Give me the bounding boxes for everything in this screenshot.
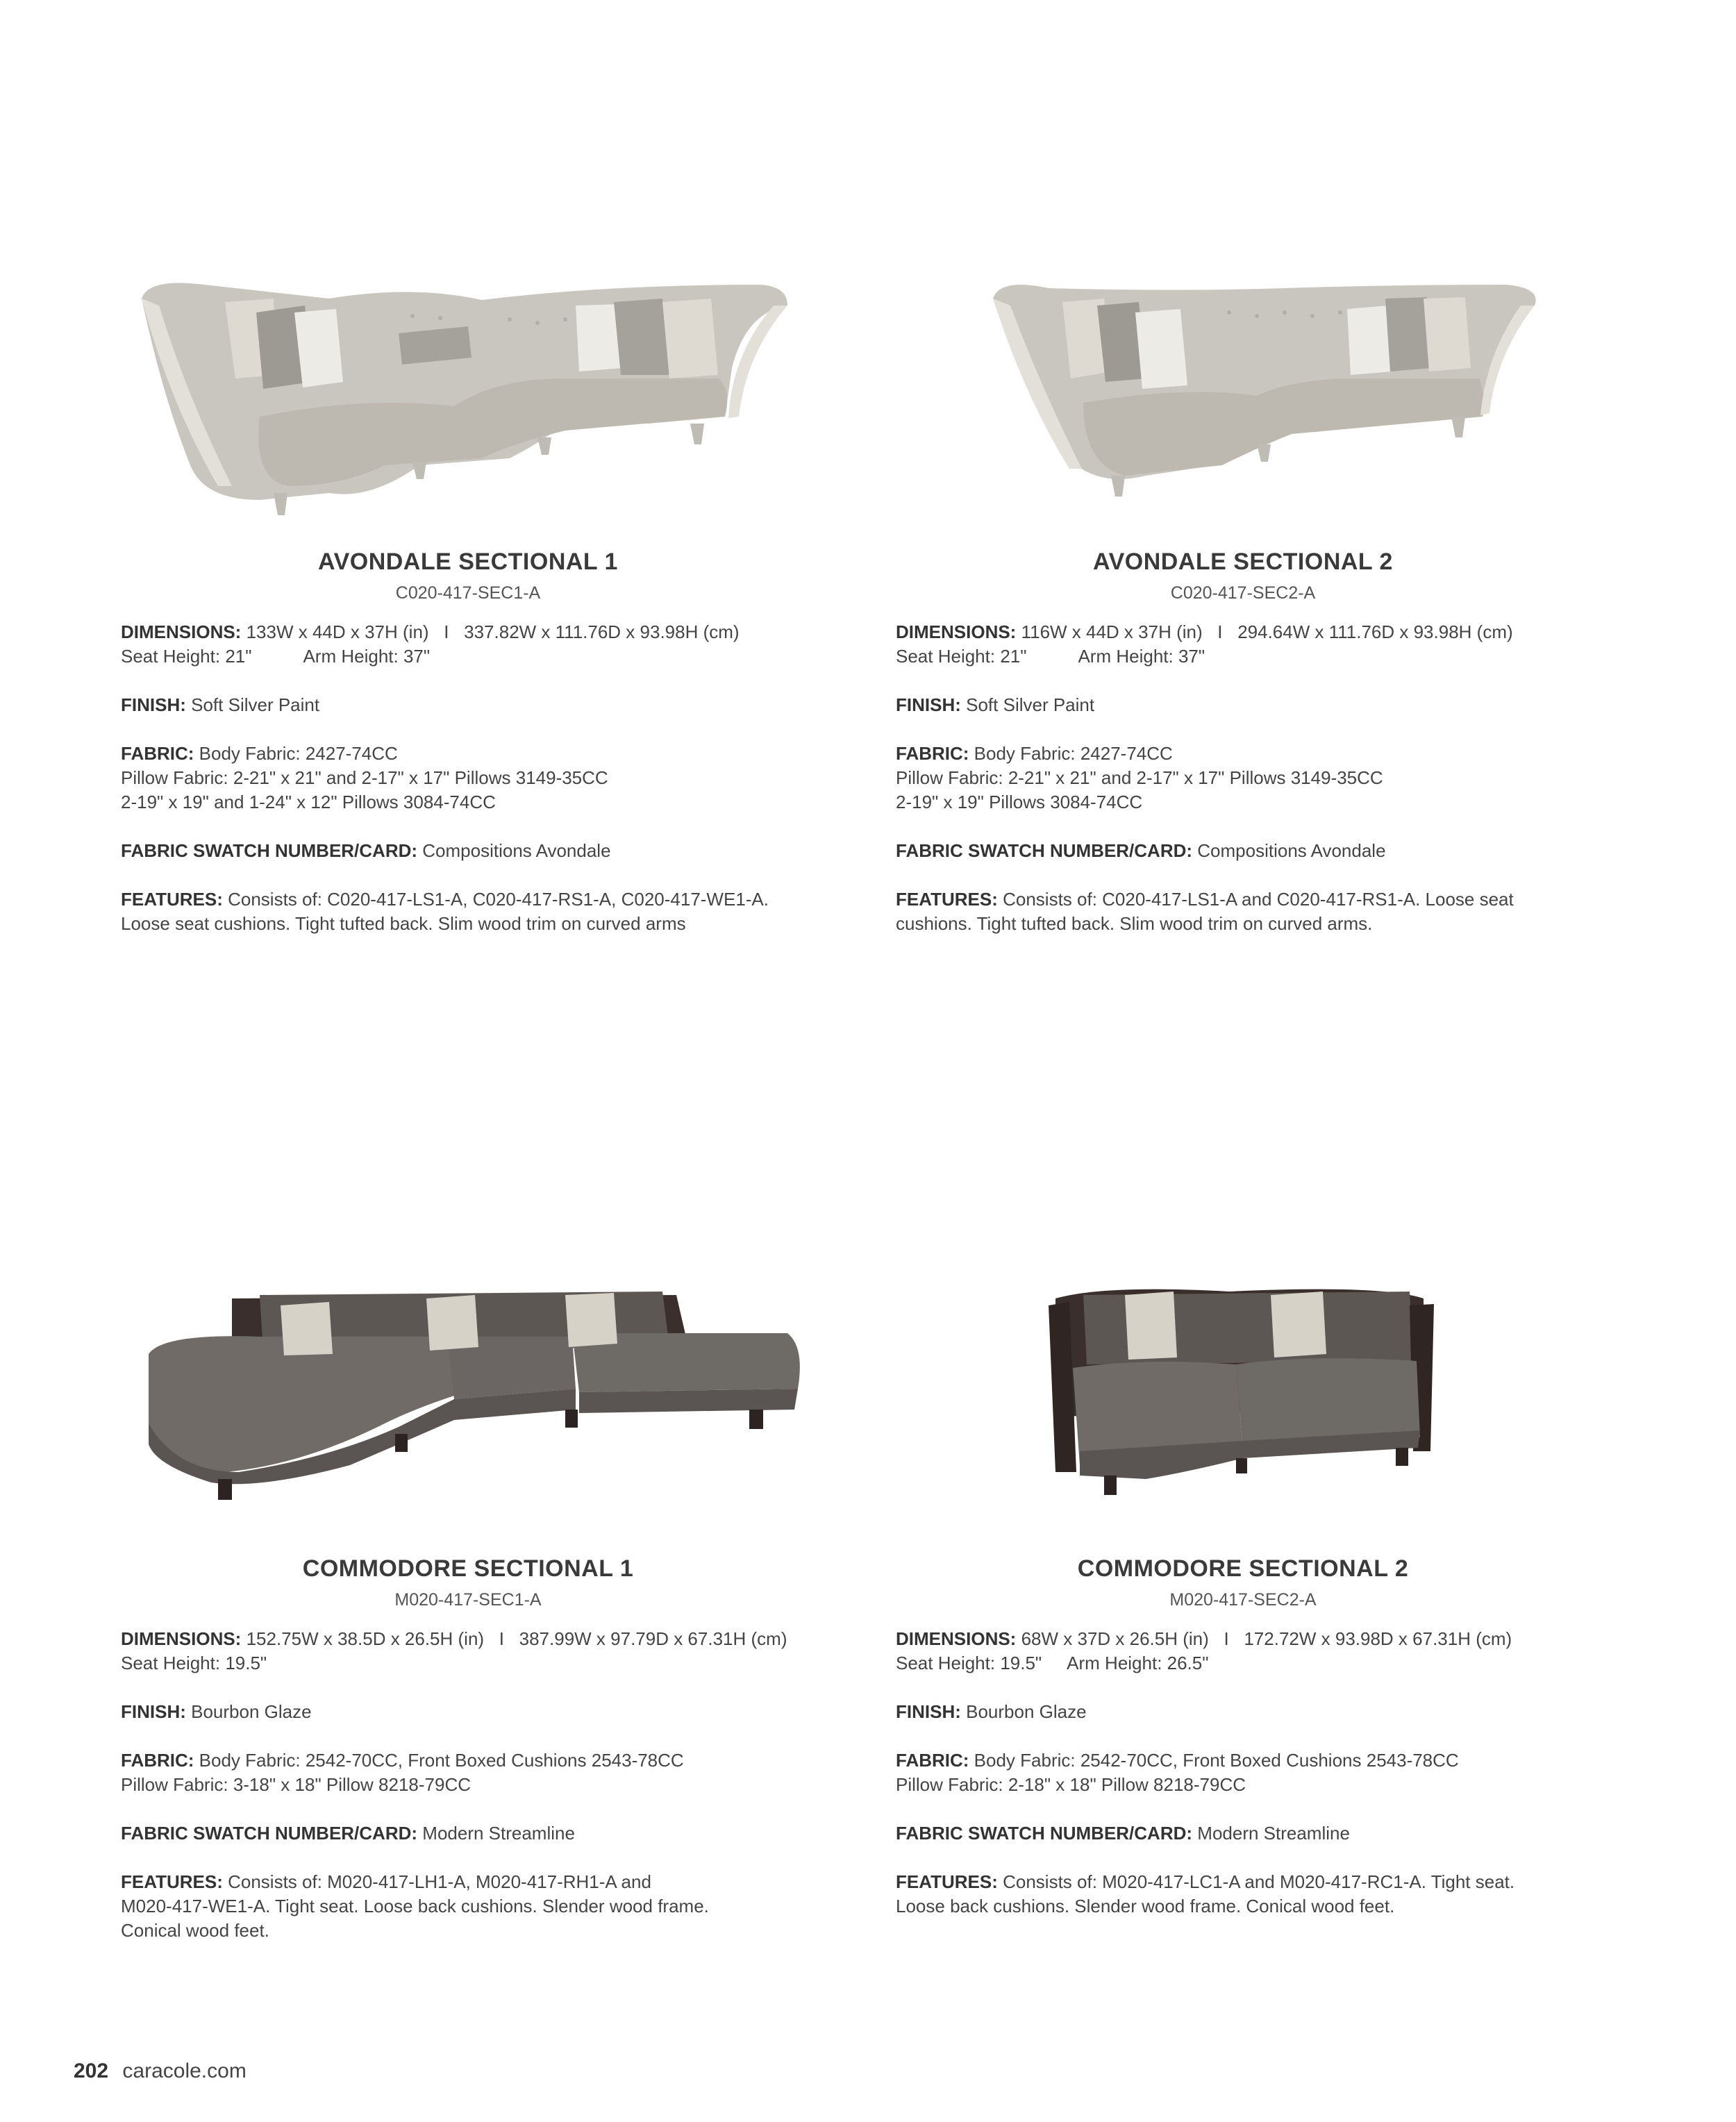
product-specs	[896, 620, 1590, 960]
fabric-label: FABRIC:	[896, 1750, 969, 1771]
product-title: COMMODORE SECTIONAL 1	[302, 1555, 634, 1582]
fabric-line: 2-19" x 19" Pillows 3084-74CC	[896, 792, 1143, 812]
product-image	[896, 1243, 1590, 1555]
product-image	[896, 236, 1590, 549]
product-code: C020-417-SEC1-A	[395, 583, 541, 603]
finish-label: FINISH:	[896, 694, 961, 715]
finish-value: Soft Silver Paint	[191, 694, 320, 715]
finish-label: FINISH:	[121, 1701, 186, 1722]
product-code: M020-417-SEC1-A	[394, 1590, 542, 1610]
fabric-line: Pillow Fabric: 3-18" x 18" Pillow 8218-79CC	[121, 1774, 471, 1795]
product-image	[121, 1243, 815, 1555]
features-line: M020-417-WE1-A. Tight seat. Loose back cushions. Slender wood frame.	[121, 1896, 709, 1916]
fabric-block	[121, 1748, 815, 1797]
features-block	[896, 887, 1590, 936]
fabric-line: Body Fabric: 2427-74CC	[974, 743, 1173, 764]
sofa-illustration	[121, 236, 815, 549]
dimensions-label: DIMENSIONS:	[121, 1628, 242, 1649]
swatch-value: Compositions Avondale	[422, 840, 611, 861]
seat-height: Seat Height: 21"	[896, 646, 1027, 667]
fabric-label: FABRIC:	[121, 1750, 194, 1771]
features-line: Loose back cushions. Slender wood frame. Conical wood feet.	[896, 1896, 1395, 1916]
swatch-label: FABRIC SWATCH NUMBER/CARD:	[896, 840, 1193, 861]
sofa-illustration	[896, 236, 1590, 549]
arm-height: Arm Height: 26.5"	[1067, 1653, 1209, 1673]
dimensions-block	[896, 1627, 1590, 1676]
site-url[interactable]: caracole.com	[122, 2060, 247, 2082]
features-label: FEATURES:	[121, 889, 223, 910]
features-line: Consists of: C020-417-LS1-A, C020-417-RS1-A, C020-417-WE1-A.	[228, 889, 769, 910]
fabric-line: Body Fabric: 2427-74CC	[199, 743, 398, 764]
seat-height: Seat Height: 19.5"	[121, 1653, 267, 1673]
fabric-line: Pillow Fabric: 2-21" x 21" and 2-17" x 17" Pillows 3149-35CC	[121, 767, 608, 788]
swatch-block	[121, 839, 815, 863]
product-specs	[121, 620, 815, 960]
product-avondale-sectional-1	[121, 236, 815, 934]
features-block	[121, 887, 815, 936]
product-commodore-sectional-2	[896, 1243, 1590, 1916]
finish-value: Soft Silver Paint	[966, 694, 1095, 715]
swatch-value: Modern Streamline	[1197, 1823, 1350, 1844]
swatch-block	[896, 839, 1590, 863]
fabric-line: Body Fabric: 2542-70CC, Front Boxed Cushions 2543-78CC	[974, 1750, 1459, 1771]
fabric-block	[121, 742, 815, 814]
features-label: FEATURES:	[896, 889, 998, 910]
features-label: FEATURES:	[121, 1871, 223, 1892]
arm-height: Arm Height: 37"	[303, 646, 431, 667]
swatch-value: Modern Streamline	[422, 1823, 575, 1844]
swatch-block	[121, 1821, 815, 1846]
product-title: AVONDALE SECTIONAL 1	[318, 549, 618, 575]
product-specs	[896, 1627, 1590, 1943]
product-code: C020-417-SEC2-A	[1170, 583, 1316, 603]
arm-height: Arm Height: 37"	[1078, 646, 1205, 667]
features-line: Consists of: M020-417-LC1-A and M020-417-RC1-A. Tight seat.	[1003, 1871, 1515, 1892]
finish-block	[121, 693, 815, 717]
features-line: Conical wood feet.	[121, 1920, 269, 1941]
fabric-label: FABRIC:	[896, 743, 969, 764]
dimensions-value: 152.75W x 38.5D x 26.5H (in) I 387.99W x 97.79D x 67.31H (cm)	[246, 1628, 787, 1649]
features-line: cushions. Tight tufted back. Slim wood trim on curved arms.	[896, 913, 1373, 934]
dimensions-value: 68W x 37D x 26.5H (in) I 172.72W x 93.98D x 67.31H (cm)	[1021, 1628, 1512, 1649]
finish-label: FINISH:	[896, 1701, 961, 1722]
finish-block	[121, 1700, 815, 1724]
seat-height: Seat Height: 19.5"	[896, 1653, 1042, 1673]
swatch-value: Compositions Avondale	[1197, 840, 1386, 861]
dimensions-label: DIMENSIONS:	[896, 621, 1017, 642]
finish-label: FINISH:	[121, 694, 186, 715]
swatch-label: FABRIC SWATCH NUMBER/CARD:	[121, 840, 418, 861]
product-specs	[121, 1627, 815, 1967]
features-label: FEATURES:	[896, 1871, 998, 1892]
dimensions-value: 116W x 44D x 37H (in) I 294.64W x 111.76D x 93.98H (cm)	[1021, 621, 1513, 642]
sofa-illustration	[121, 1243, 815, 1555]
dimensions-block	[121, 620, 815, 669]
swatch-label: FABRIC SWATCH NUMBER/CARD:	[121, 1823, 418, 1844]
product-commodore-sectional-1	[121, 1243, 815, 1941]
dimensions-label: DIMENSIONS:	[896, 1628, 1017, 1649]
product-code: M020-417-SEC2-A	[1169, 1590, 1317, 1610]
swatch-label: FABRIC SWATCH NUMBER/CARD:	[896, 1823, 1193, 1844]
fabric-line: 2-19" x 19" and 1-24" x 12" Pillows 3084-74CC	[121, 792, 496, 812]
page-number: 202	[74, 2060, 109, 2082]
product-image	[121, 236, 815, 549]
product-title: AVONDALE SECTIONAL 2	[1093, 549, 1393, 575]
features-line: Consists of: M020-417-LH1-A, M020-417-RH1-A and	[228, 1871, 651, 1892]
product-avondale-sectional-2	[896, 236, 1590, 934]
features-block	[896, 1870, 1590, 1919]
fabric-block	[896, 1748, 1590, 1797]
dimensions-block	[896, 620, 1590, 669]
finish-block	[896, 1700, 1590, 1724]
features-block	[121, 1870, 815, 1943]
swatch-block	[896, 1821, 1590, 1846]
sofa-illustration	[896, 1243, 1590, 1555]
fabric-label: FABRIC:	[121, 743, 194, 764]
fabric-line: Pillow Fabric: 2-21" x 21" and 2-17" x 17" Pillows 3149-35CC	[896, 767, 1383, 788]
finish-block	[896, 693, 1590, 717]
fabric-block	[896, 742, 1590, 814]
fabric-line: Body Fabric: 2542-70CC, Front Boxed Cushions 2543-78CC	[199, 1750, 684, 1771]
dimensions-block	[121, 1627, 815, 1676]
page-footer	[74, 2060, 247, 2083]
finish-value: Bourbon Glaze	[966, 1701, 1087, 1722]
product-title: COMMODORE SECTIONAL 2	[1077, 1555, 1409, 1582]
dimensions-value: 133W x 44D x 37H (in) I 337.82W x 111.76D x 93.98H (cm)	[246, 621, 740, 642]
fabric-line: Pillow Fabric: 2-18" x 18" Pillow 8218-79CC	[896, 1774, 1246, 1795]
seat-height: Seat Height: 21"	[121, 646, 252, 667]
dimensions-label: DIMENSIONS:	[121, 621, 242, 642]
features-line: Consists of: C020-417-LS1-A and C020-417-RS1-A. Loose seat	[1003, 889, 1514, 910]
features-line: Loose seat cushions. Tight tufted back. Slim wood trim on curved arms	[121, 913, 686, 934]
finish-value: Bourbon Glaze	[191, 1701, 312, 1722]
